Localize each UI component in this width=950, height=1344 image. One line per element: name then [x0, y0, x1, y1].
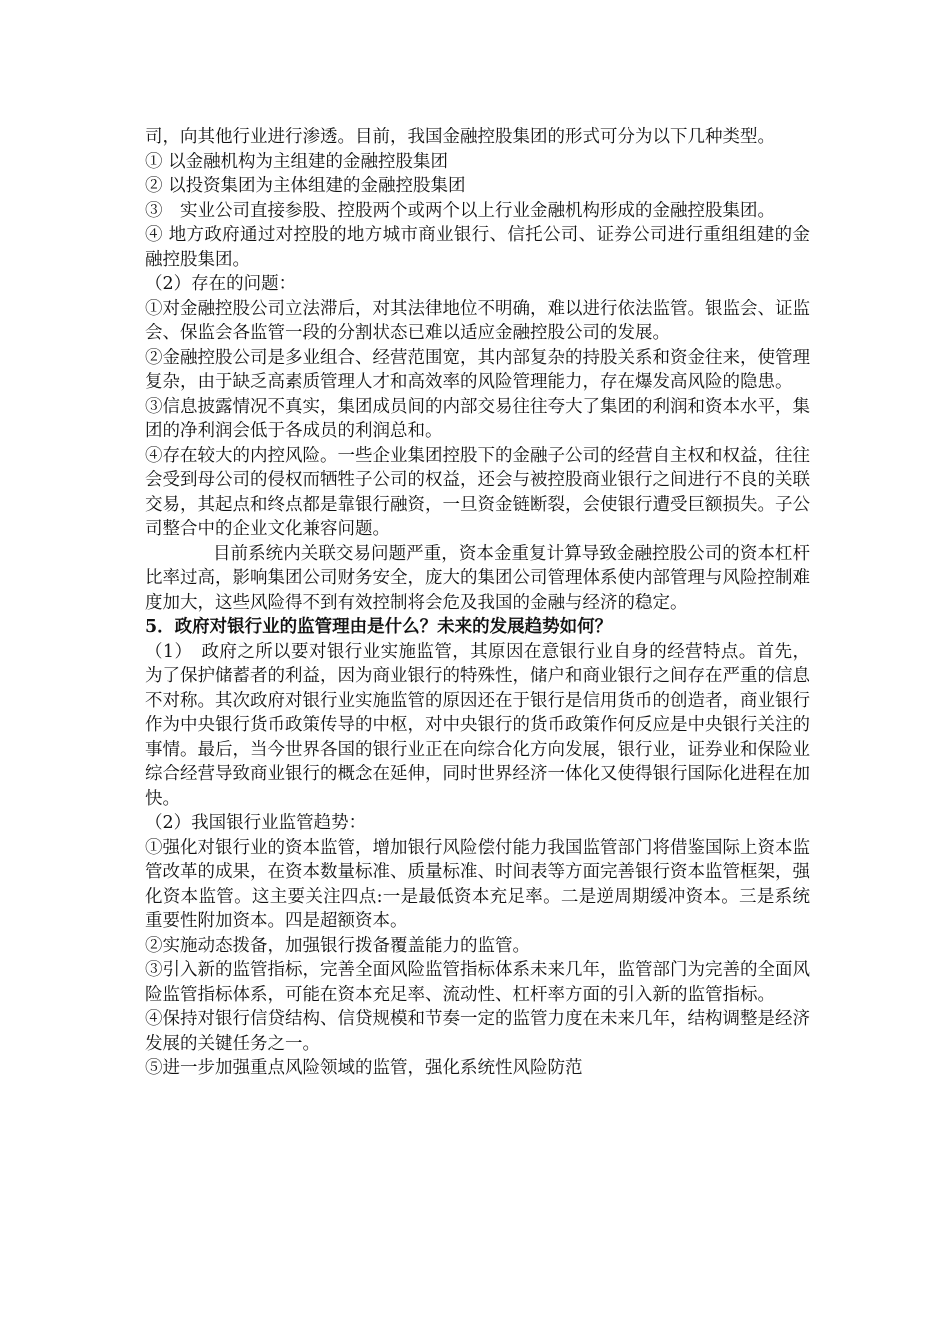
list-item-trend-2: ②实施动态拨备，加强银行拨备覆盖能力的监管。	[145, 935, 530, 956]
paragraph-intro-continued: 司，向其他行业进行渗透。目前，我国金融控股集团的形式可分为以下几种类型。	[145, 127, 775, 147]
list-item-problem-2: ②金融控股公司是多业组合、经营范围宽，其内部复杂的持股关系和资金往来，使管理复杂，由于缺乏高素质管理人才和高效率的风险管理能力，存在爆发高风险的隐患。	[145, 347, 810, 392]
list-item-trend-4: ④保持对银行信贷结构、信贷规模和节奏一定的监管力度在未来几年，结构调整是经济发展的关键任务之一。	[145, 1009, 810, 1054]
list-item-problem-4: ④存在较大的内控风险。一些企业集团控股下的金融子公司的经营自主权和权益，往往会受到母公司的侵权而牺牲子公司的权益，还会与被控股商业银行之间进行不良的关联交易，其起点和终点都是靠银行融资，一旦资金链断裂，会使银行遭受巨额损失。子公司整合中的企业文化兼容问题。	[145, 445, 810, 539]
list-item-trend-3: ③引入新的监管指标，完善全面风险监管指标体系未来几年，监管部门为完善的全面风险监管指标体系，可能在资本充足率、流动性、杠杆率方面的引入新的监管指标。	[145, 960, 810, 1005]
list-item-form-4: ④ 地方政府通过对控股的地方城市商业银行、信托公司、证券公司进行重组组建的金融控股集团。	[145, 225, 810, 270]
list-item-trend-5: ⑤进一步加强重点风险领域的监管，强化系统性风险防范	[145, 1058, 583, 1078]
list-item-trend-1: ①强化对银行业的资本监管，增加银行风险偿付能力我国监管部门将借鉴国际上资本监管改革的成果，在资本数量标准、质量标准、时间表等方面完善银行资本监管框架，强化资本监管。这主要关注四点:一是最低资本充足率。二是逆周期缓冲资本。三是系统重要性附加资本。四是超额资本。	[145, 837, 810, 931]
paragraph-regulation-reasons: （1） 政府之所以要对银行业实施监管，其原因在意银行业自身的经营特点。首先，为了保护储蓄者的利益，因为商业银行的特殊性，储户和商业银行之间存在严重的信息不对称。其次政府对银行业实施监管的原因还在于银行是信用货币的创造者，商业银行作为中央银行货币政策传导的中枢，对中央银行的货币政策作何反应是中央银行关注的事情。最后，当今世界各国的银行业正在向综合化方向发展，银行业，证券业和保险业综合经营导致商业银行的概念在延伸，同时世界经济一体化又使得银行国际化进程在加快。	[145, 641, 810, 809]
list-item-form-2: ② 以投资集团为主体组建的金融控股集团	[145, 176, 466, 196]
list-item-form-3: ③ 实业公司直接参股、控股两个或两个以上行业金融机构形成的金融控股集团。	[145, 200, 775, 221]
paragraph-summary: 目前系统内关联交易问题严重，资本金重复计算导致金融控股公司的资本杠杆比率过高，影响集团公司财务安全，庞大的集团公司管理体系使内部管理与风险控制难度加大，这些风险得不到有效控制将会危及我国的金融与经济的稳定。	[145, 543, 810, 613]
section-heading-5: 5．政府对银行业的监管理由是什么？未来的发展趋势如何？	[145, 617, 613, 637]
document-page	[145, 125, 810, 1081]
subheading-trends: （2）我国银行业监管趋势：	[145, 813, 367, 833]
list-item-problem-3: ③信息披露情况不真实，集团成员间的内部交易往往夸大了集团的利润和资本水平，集团的净利润会低于各成员的利润总和。	[145, 396, 810, 441]
subheading-problems: （2）存在的问题：	[145, 274, 297, 294]
list-item-problem-1: ①对金融控股公司立法滞后，对其法律地位不明确，难以进行依法监管。银监会、证监会、保监会各监管一段的分割状态已难以适应金融控股公司的发展。	[145, 298, 810, 343]
list-item-form-1: ① 以金融机构为主组建的金融控股集团	[145, 151, 449, 172]
